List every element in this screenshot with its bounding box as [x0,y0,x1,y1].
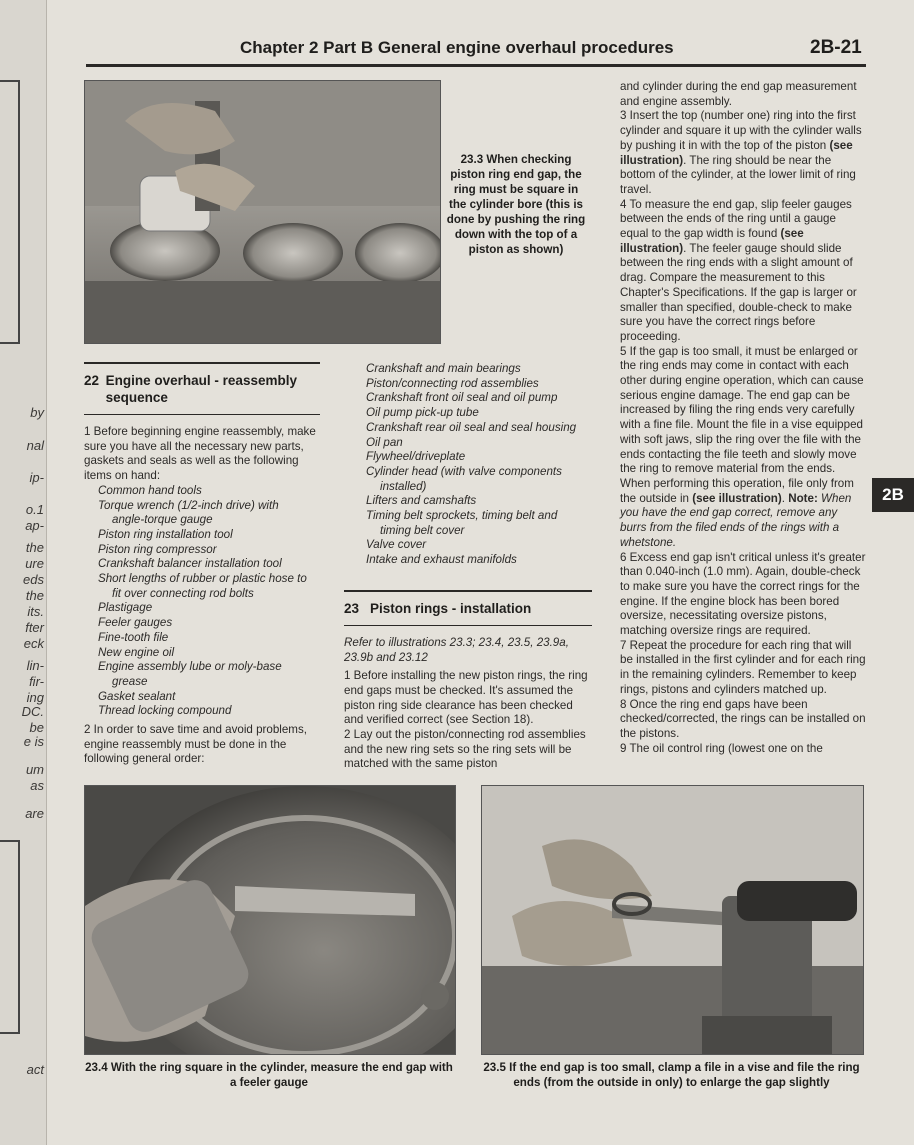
list-item: Torque wrench (1/2-inch drive) with [98,498,279,512]
list-item: Piston ring compressor [98,542,217,556]
illustration-link: (see illustration) [620,138,853,167]
list-item: Crankshaft balancer installation tool [98,557,282,571]
paragraph: 2 Lay out the piston/connecting rod assemblies and the new ring sets so the ring sets will be matched with the same piston [344,728,586,771]
photo-ring-square-in-bore [85,81,440,343]
list-item: Piston ring installation tool [98,527,233,541]
margin-fragment: e is [23,734,44,749]
margin-fragment: as [30,778,44,793]
paragraph [620,109,866,197]
section-rule [344,625,592,626]
photo-feeler-gauge-in-cylinder [85,786,455,1054]
photo-file-in-vise [482,786,863,1054]
illustration-reference: Refer to illustrations 23.3; 23.4, 23.5, 23.9a, 23.9b and 23.12 [344,635,569,664]
list-item: Oil pan [366,435,403,449]
section-22-heading [84,372,320,406]
margin-fragment: act [26,1062,44,1077]
section-rule [84,414,320,415]
list-item: Timing belt sprockets, timing belt and [366,509,558,523]
margin-fragment: ip- [29,470,44,485]
list-item: Thread locking compound [98,704,232,718]
margin-fragment: ing [26,690,44,705]
margin-fragment: by [30,405,44,420]
paragraph [620,198,866,345]
list-item: Crankshaft front oil seal and oil pump [366,391,558,405]
list-item: Intake and exhaust manifolds [366,553,517,567]
text: . The feeler gauge should slide between the ring ends with a slight amount of drag. Compare the measurement to this Chapter's Specifications. If the gap is larger or smaller than specified, double-check to make sure you have the correct rings before proceeding. [620,241,857,343]
paragraph: 9 The oil control ring (lowest one on the [620,741,823,755]
note-label: Note: [788,491,818,505]
margin-fragment: eds [23,572,44,587]
list-item: timing belt cover [380,523,465,537]
facing-page-edge [0,0,47,1145]
list-item: Common hand tools [98,483,202,497]
list-item: grease [112,674,148,688]
text: 5 If the gap is too small, it must be enlarged or the ring ends may come in contact with each other during engine operation, which can cause serious engine damage. The end gap can be increased by filing the ring ends very carefully with a fine file. Mount the file in a vise equipped with soft jaws, slip the ring over the file with the ends contacting the file teeth and slowly move the ring to remove material from the ends. When performing this operation, file only from the outside in [620,344,864,505]
note-text: When you have the end gap correct, remove any burrs from the filed ends of the rings with a whetstone. [620,491,852,549]
paragraph: 1 Before installing the new piston rings, the ring end gaps must be checked. It's assumed the piston ring side clearance has been checked and verified correct (see Section 18). [344,669,588,727]
page-number: 2B-21 [810,37,862,58]
section-22 [84,362,320,767]
list-item: Feeler gauges [98,616,173,630]
margin-fragment: ap- [25,518,44,533]
paragraph: and cylinder during the end gap measurement and engine assembly. [620,80,857,108]
list-item: Cylinder head (with valve components [366,464,562,478]
margin-fragment: ure [25,556,44,571]
list-item: Fine-tooth file [98,630,169,644]
margin-fragment: DC. [21,704,44,719]
margin-fragment: lin- [26,658,44,673]
chapter-tab: 2B [872,478,914,512]
caption-23-4: 23.4 With the ring square in the cylinder, measure the end gap with a feeler gauge [85,1061,453,1089]
section-rule [344,590,592,592]
margin-fragment: are [25,806,44,821]
margin-fragment: be [29,720,44,735]
margin-fragment: the [25,540,44,555]
section-23-heading [344,600,592,617]
caption-23-3: 23.3 When checking piston ring end gap, the ring must be square in the cylinder bore (this is done by pushing the ring down with the top of a piston as shown) [446,153,586,256]
text: 3 Insert the top (number one) ring into the first cylinder and square it up with the cylinder walls by pushing it in with the top of the piston [620,109,862,152]
list-item: Crankshaft and main bearings [366,362,521,375]
margin-fragment: fir- [29,674,44,689]
section-number: 23 [344,600,360,616]
paragraph: 6 Excess end gap isn't critical unless it's greater than 0.040-inch (1.0 mm). Again, double-check to make sure you have the correct rings for the engine. If the engine block has been bored oversize, necessitating oversize pistons, matching oversize rings are required. [620,550,866,638]
margin-fragment: um [25,762,44,777]
list-item: Short lengths of rubber or plastic hose to [98,572,307,586]
section-title: Piston rings - installation [370,600,532,616]
list-item: installed) [380,479,427,493]
paragraph: 2 In order to save time and avoid problems, engine reassembly must be done in the following general order: [84,723,307,766]
spine-box-top [0,80,20,344]
list-item: Engine assembly lube or moly-base [98,660,282,674]
text: 4 To measure the end gap, slip feeler gauges between the ends of the ring until a gauge equal to the gap width is found [620,197,852,241]
paragraph: 1 Before beginning engine reassembly, make sure you have all the necessary new parts, gaskets and seals as well as the following items on hand: [84,425,316,483]
margin-fragment: eck [23,636,44,651]
list-item: New engine oil [98,645,175,659]
paragraph: 7 Repeat the procedure for each ring that will be installed in the first cylinder and for each ring in the remaining cylinders. Remember to keep rings, pistons and cylinders matched up. [620,638,866,696]
margin-fragment: fter [25,620,44,635]
text: . The ring should be near the bottom of the cylinder, at the lower limit of ring travel. [620,153,856,196]
photo-23-3 [84,80,441,344]
spine-box-bottom [0,840,20,1034]
chapter-title: Chapter 2 Part B General engine overhaul procedures [240,38,674,57]
tool-list [84,484,320,719]
photo-23-5 [481,785,864,1055]
margin-fragment: o.1 [25,502,44,517]
margin-fragment: its. [27,604,44,619]
section-number: 22 [84,373,100,388]
illustration-link: (see illustration) [620,227,804,255]
caption-23-5: 23.5 If the end gap is too small, clamp a file in a vise and file the ring ends (from the outside in only) to enlarge the gap slightly [483,1061,860,1089]
paragraph: 8 Once the ring end gaps have been checked/corrected, the rings can be installed on the pistons. [620,697,866,740]
list-item: Plastigage [98,601,153,615]
list-item: Flywheel/driveplate [366,450,466,464]
list-item: Valve cover [366,538,427,552]
margin-fragment: the [25,588,44,603]
list-item: Crankshaft rear oil seal and seal housing [366,420,577,434]
reassembly-order-list [344,362,592,568]
paragraph [620,345,866,551]
list-item: fit over connecting rod bolts [112,586,254,600]
illustration-link: (see illustration) [692,491,782,505]
right-column [620,80,866,756]
header-rule [86,64,866,67]
photo-23-4 [84,785,456,1055]
list-item: Gasket sealant [98,689,176,703]
section-rule [84,362,320,364]
middle-column [344,362,592,772]
list-item: Oil pump pick-up tube [366,406,479,420]
list-item: Piston/connecting rod assemblies [366,376,539,390]
section-title: Engine overhaul - reassembly sequence [105,373,297,405]
list-item: angle-torque gauge [112,513,213,527]
list-item: Lifters and camshafts [366,494,477,508]
margin-fragment: nal [26,438,44,453]
text: . [781,491,789,505]
